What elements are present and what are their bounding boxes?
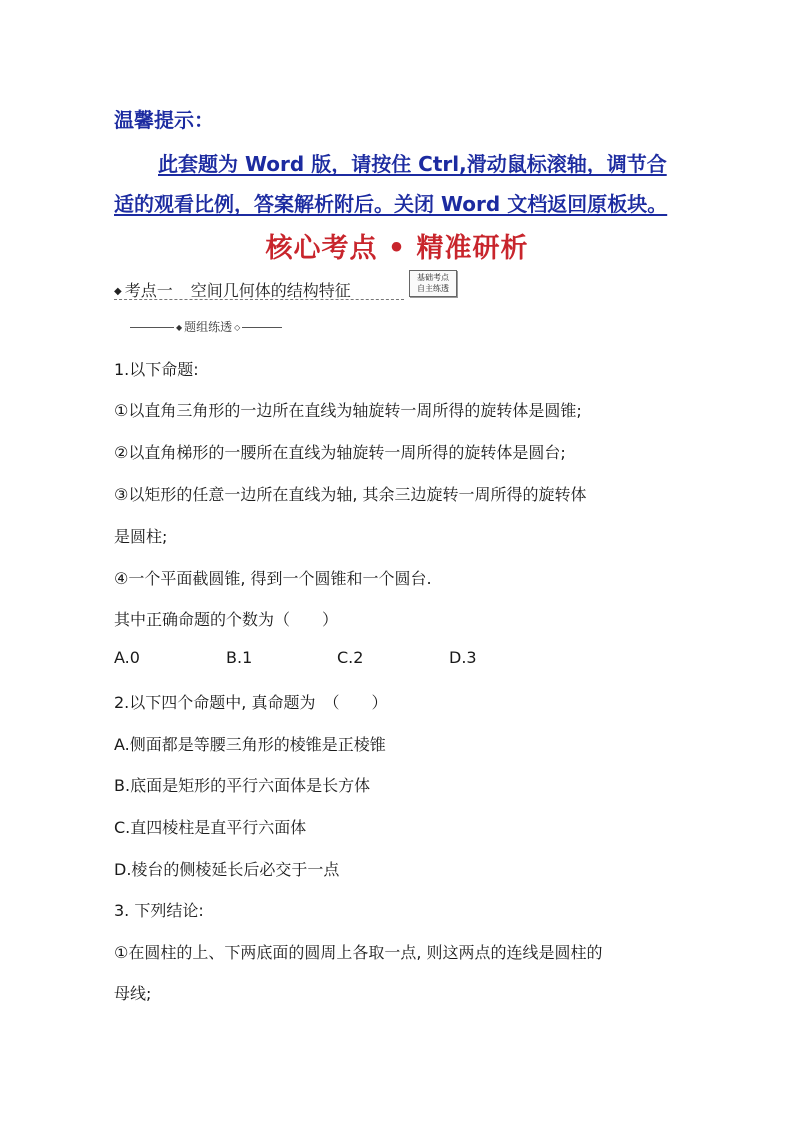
q1-item-3-cont: 是圆柱; xyxy=(114,527,168,546)
q1-option-b: B.1 xyxy=(226,648,253,667)
kaodian-underline xyxy=(114,299,404,300)
dot-icon: ◆ xyxy=(176,323,183,332)
kaodian-badge xyxy=(409,270,457,297)
q1-option-d: D.3 xyxy=(449,648,477,667)
q1-item-4: ④一个平面截圆锥, 得到一个圆锥和一个圆台. xyxy=(114,569,432,588)
q1-question: 其中正确命题的个数为（ ） xyxy=(114,610,339,629)
q2-option-d: D.棱台的侧棱延长后必交于一点 xyxy=(114,860,340,879)
q2-stem: 2.以下四个命题中, 真命题为 （ ） xyxy=(114,693,388,712)
q3-stem: 3. 下列结论: xyxy=(114,901,204,920)
group-label: 题组练透 xyxy=(184,320,233,334)
divider-right xyxy=(242,327,282,328)
q2-option-b: B.底面是矩形的平行六面体是长方体 xyxy=(114,776,371,795)
notice-line-1: 此套题为 Word 版，请按住 Ctrl,滑动鼠标滚轴，调节合 xyxy=(158,152,667,176)
diamond-icon: ◆ xyxy=(114,286,122,297)
q2-option-a: A.侧面都是等腰三角形的棱锥是正棱锥 xyxy=(114,735,386,754)
q1-options xyxy=(114,648,514,670)
section-title: 核心考点 • 精准研析 xyxy=(265,233,529,264)
kaodian-title: 空间几何体的结构特征 xyxy=(190,281,351,300)
q1-option-c: C.2 xyxy=(337,648,364,667)
badge-line-2: 自主练透 xyxy=(417,284,449,293)
q1-item-1: ①以直角三角形的一边所在直线为轴旋转一周所得的旋转体是圆锥; xyxy=(114,401,582,420)
q3-item-1-cont: 母线; xyxy=(114,984,152,1003)
kaodian-heading xyxy=(114,278,351,301)
badge-line-1: 基础考点 xyxy=(417,273,449,282)
kaodian-number: 考点一 xyxy=(124,281,173,300)
group-label-row xyxy=(130,318,282,335)
dot-icon: ◇ xyxy=(234,323,241,332)
notice-title: 温馨提示： xyxy=(114,108,214,132)
q1-stem: 1.以下命题: xyxy=(114,360,199,379)
q1-item-2: ②以直角梯形的一腰所在直线为轴旋转一周所得的旋转体是圆台; xyxy=(114,443,566,462)
q1-item-3: ③以矩形的任意一边所在直线为轴, 其余三边旋转一周所得的旋转体 xyxy=(114,485,587,504)
divider-left xyxy=(130,327,174,328)
notice-line-2: 适的观看比例，答案解析附后。关闭 Word 文档返回原板块。 xyxy=(114,192,668,216)
q1-option-a: A.0 xyxy=(114,648,140,667)
q2-option-c: C.直四棱柱是直平行六面体 xyxy=(114,818,307,837)
q3-item-1: ①在圆柱的上、下两底面的圆周上各取一点, 则这两点的连线是圆柱的 xyxy=(114,943,603,962)
